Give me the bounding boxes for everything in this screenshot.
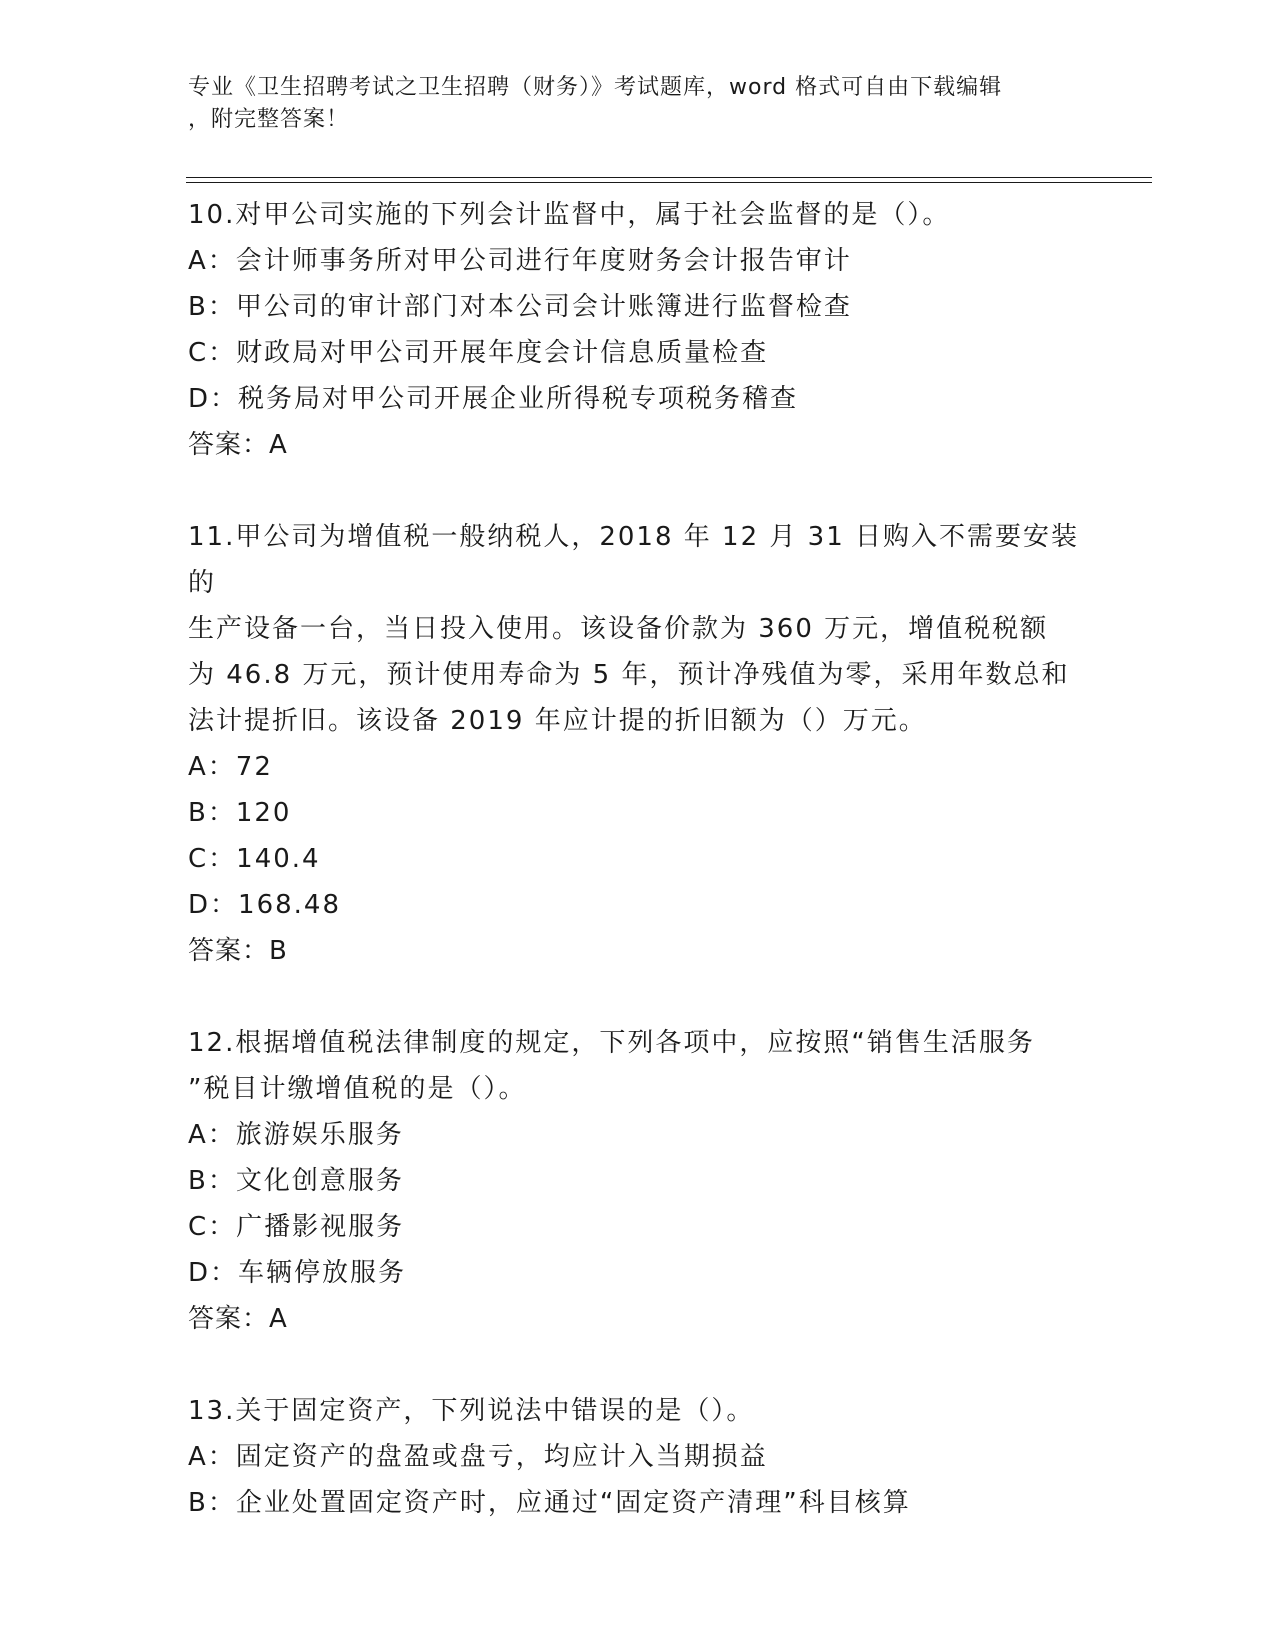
question-12: [188, 1020, 1088, 1342]
question-stem: 13.关于固定资产，下列说法中错误的是（）。: [188, 1396, 755, 1426]
option-c: C：财政局对甲公司开展年度会计信息质量检查: [188, 338, 769, 368]
option-d: D：168.48: [188, 890, 341, 920]
question-11: [188, 514, 1088, 974]
option-c: C：140.4: [188, 844, 321, 874]
answer-value: B: [269, 936, 288, 966]
header-line-2: ，附完整答案！: [188, 107, 350, 132]
question-stem: 11.甲公司为增值税一般纳税人，2018 年 12 月 31 日购入不需要安装的 生产设备一台，当日投入使用。该设备价款为 360 万元，增值税税额 为 46.8 万元，预计使用寿命为 5 年，预计净残值为零，采用年数总和 法计提折旧。该设备 2019 年应计提的折旧额为（）万元。: [188, 522, 1080, 736]
option-b: B：企业处置固定资产时，应通过“固定资产清理”科目核算: [188, 1488, 911, 1518]
answer-label: 答案：: [188, 1304, 270, 1334]
answer-label: 答案：: [188, 430, 270, 460]
header-divider-bottom: [186, 182, 1152, 183]
option-b: B：120: [188, 798, 292, 828]
header-divider-top: [186, 177, 1152, 178]
question-stem: 10.对甲公司实施的下列会计监督中，属于社会监督的是（）。: [188, 200, 951, 230]
question-stem: 12.根据增值税法律制度的规定，下列各项中，应按照“销售生活服务 ”税目计缴增值税的是（）。: [188, 1028, 1035, 1104]
answer-value: A: [269, 430, 288, 460]
question-list: [188, 192, 1088, 1526]
question-10: [188, 192, 1088, 468]
answer-value: A: [269, 1304, 288, 1334]
option-d: D：税务局对甲公司开展企业所得税专项税务稽查: [188, 384, 799, 414]
question-13: [188, 1388, 1088, 1526]
answer-line: [188, 422, 1088, 468]
option-a: A：会计师事务所对甲公司进行年度财务会计报告审计: [188, 246, 852, 276]
option-c: C：广播影视服务: [188, 1212, 405, 1242]
option-a: A：旅游娱乐服务: [188, 1120, 404, 1150]
answer-line: [188, 1296, 1088, 1342]
document-header: [188, 72, 1088, 136]
answer-label: 答案：: [188, 936, 270, 966]
option-b: B：文化创意服务: [188, 1166, 404, 1196]
option-a: A：72: [188, 752, 273, 782]
option-a: A：固定资产的盘盈或盘亏，均应计入当期损益: [188, 1442, 768, 1472]
header-line-1: 专业《卫生招聘考试之卫生招聘（财务）》考试题库，word 格式可自由下载编辑: [188, 75, 1003, 100]
answer-line: [188, 928, 1088, 974]
option-d: D：车辆停放服务: [188, 1258, 407, 1288]
option-b: B：甲公司的审计部门对本公司会计账簿进行监督检查: [188, 292, 852, 322]
